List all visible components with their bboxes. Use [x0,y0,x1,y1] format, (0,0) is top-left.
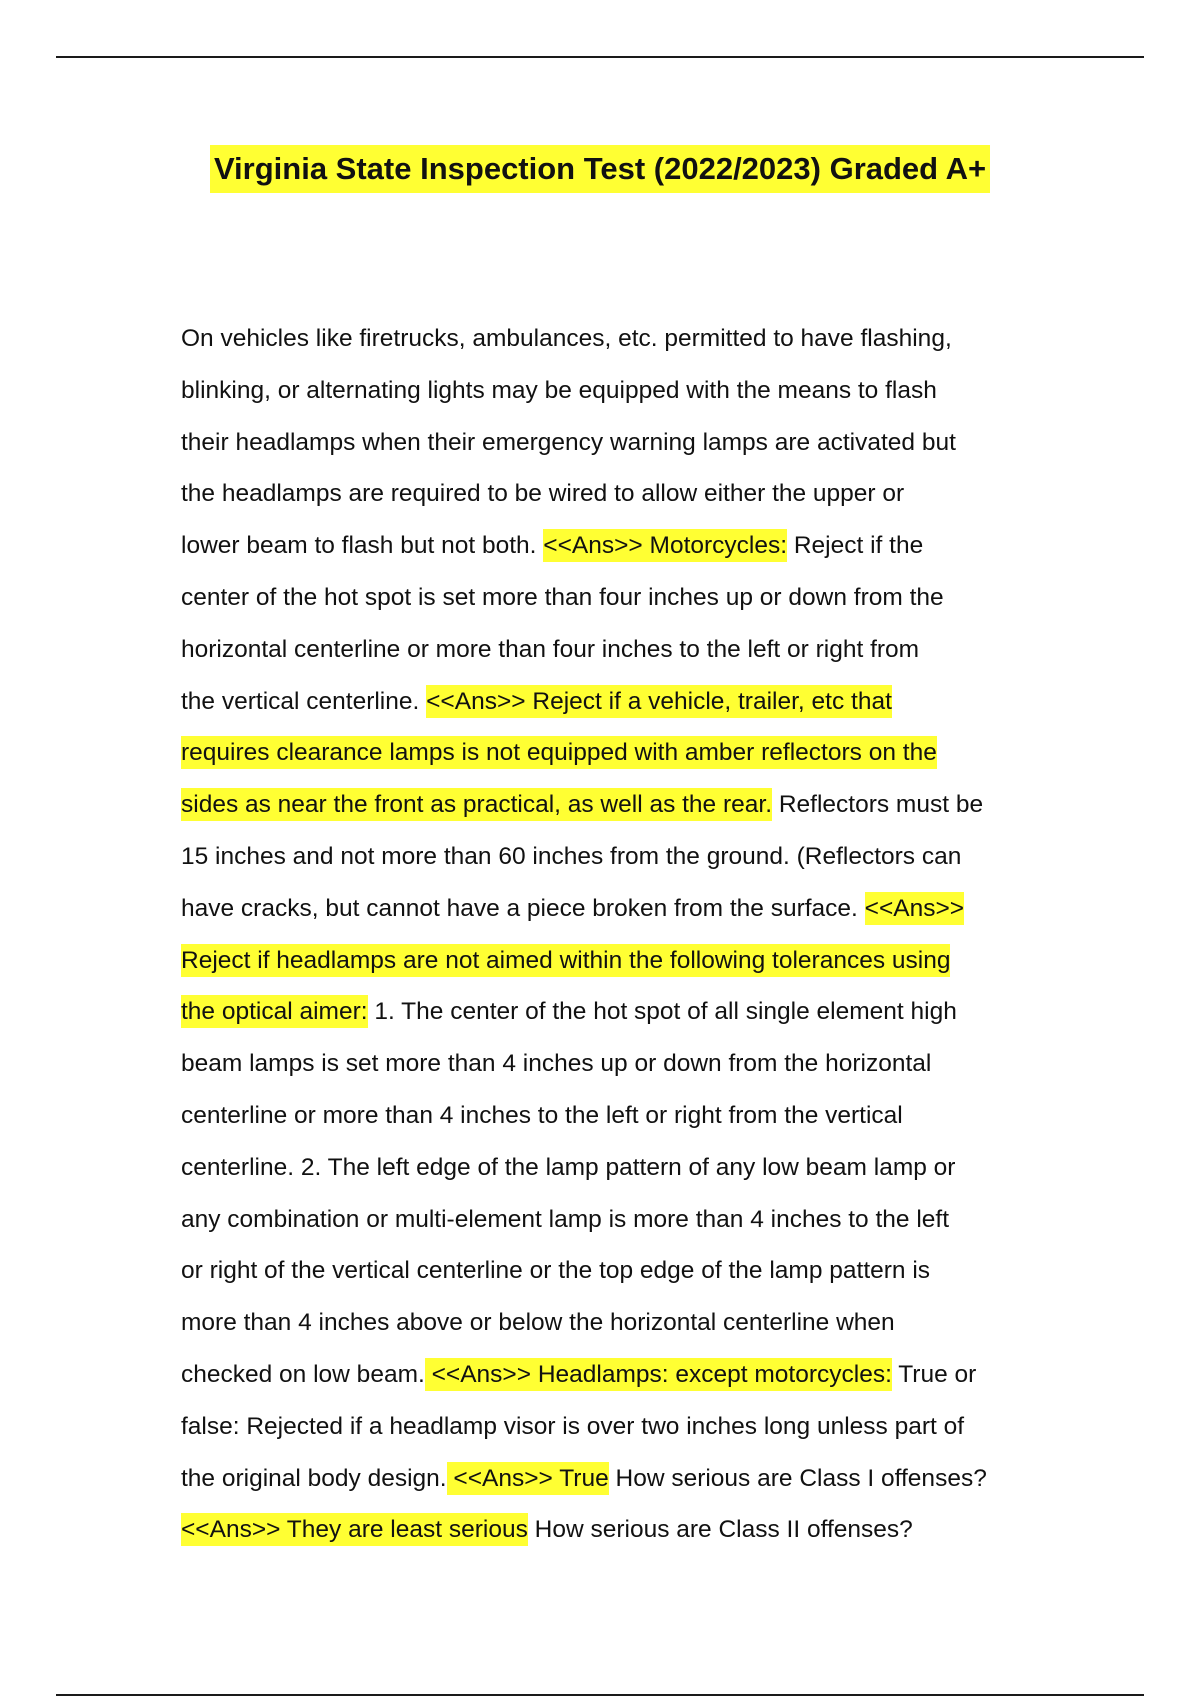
text-line [181,727,1021,779]
text-line [181,935,1021,987]
body-text-segment: centerline. 2. The left edge of the lamp pattern of any low beam lamp or [181,1153,956,1181]
highlighted-answer: <<Ans>> Reject if a vehicle, trailer, etc that [426,685,892,718]
body-text-segment: center of the hot spot is set more than four inches up or down from the [181,583,944,611]
text-line [181,624,1021,676]
body-text-segment: Reflectors must be [772,791,984,819]
document-body [181,313,1021,1556]
body-text-segment: On vehicles like firetrucks, ambulances, etc. permitted to have flashing, [181,325,952,352]
text-line [181,1142,1021,1194]
text-line [181,313,1021,365]
body-text-segment: the vertical centerline. [181,687,427,715]
body-text-segment: have cracks, but cannot have a piece broken from the surface. [181,894,865,922]
text-line [181,1401,1021,1453]
text-line [181,883,1021,935]
body-text-segment: the headlamps are required to be wired to allow either the upper or [181,480,905,508]
body-text-segment: centerline or more than 4 inches to the left or right from the vertical [181,1101,903,1129]
body-text-segment: How serious are Class II offenses? [527,1516,913,1544]
body-text-segment: blinking, or alternating lights may be equipped with the means to flash [181,376,937,404]
highlighted-answer: Reject if headlamps are not aimed within the following tolerances using [181,944,950,977]
text-line [181,520,1021,572]
text-line [181,1349,1021,1401]
body-text-segment: horizontal centerline or more than four inches to the left or right from [181,635,920,663]
body-text-segment: more than 4 inches above or below the horizontal centerline when [181,1309,895,1337]
text-line [181,417,1021,469]
body-text-segment: or right of the vertical centerline or the top edge of the lamp pattern is [181,1257,931,1285]
body-text-segment: the original body design. [181,1464,447,1492]
body-text-segment: any combination or multi-element lamp is more than 4 inches to the left [181,1205,950,1233]
footer-rule [56,1694,1144,1696]
highlighted-answer: <<Ans>> Motorcycles: [543,529,787,562]
highlighted-answer: <<Ans>> They are least serious [181,1513,528,1546]
body-text-segment: Reject if the [787,532,924,560]
text-line [181,676,1021,728]
text-line [181,1038,1021,1090]
highlighted-answer: requires clearance lamps is not equipped with amber reflectors on the [181,736,937,769]
text-line [181,779,1021,831]
body-text-segment: How serious are Class I offenses? [608,1464,987,1492]
text-line [181,1297,1021,1349]
text-line [181,1453,1021,1505]
body-text-segment: false: Rejected if a headlamp visor is over two inches long unless part of [181,1412,965,1440]
body-text-segment: True or [891,1360,977,1388]
title-container [0,145,1200,193]
text-line [181,1090,1021,1142]
highlighted-answer: <<Ans>> True [447,1462,609,1495]
text-line [181,1194,1021,1246]
body-text-segment: lower beam to flash but not both. [181,532,544,560]
text-line [181,1245,1021,1297]
text-line [181,1504,1021,1556]
body-text-segment: 1. The center of the hot spot of all single element high [367,998,957,1026]
highlighted-answer: the optical aimer: [181,995,368,1028]
text-line [181,468,1021,520]
text-line [181,831,1021,883]
highlighted-answer: <<Ans>> Headlamps: except motorcycles: [425,1358,892,1391]
body-text-segment: beam lamps is set more than 4 inches up or down from the horizontal [181,1050,932,1078]
document-title: Virginia State Inspection Test (2022/2023) Graded A+ [210,145,990,193]
text-line [181,365,1021,417]
highlighted-answer: sides as near the front as practical, as well as the rear. [181,788,772,821]
body-text-segment: checked on low beam. [181,1360,425,1388]
body-text-segment: their headlamps when their emergency warning lamps are activated but [181,428,956,456]
highlighted-answer: <<Ans>> [865,892,964,925]
text-line [181,986,1021,1038]
text-line [181,572,1021,624]
body-text-segment: 15 inches and not more than 60 inches from the ground. (Reflectors can [181,842,962,870]
header-rule [56,56,1144,58]
